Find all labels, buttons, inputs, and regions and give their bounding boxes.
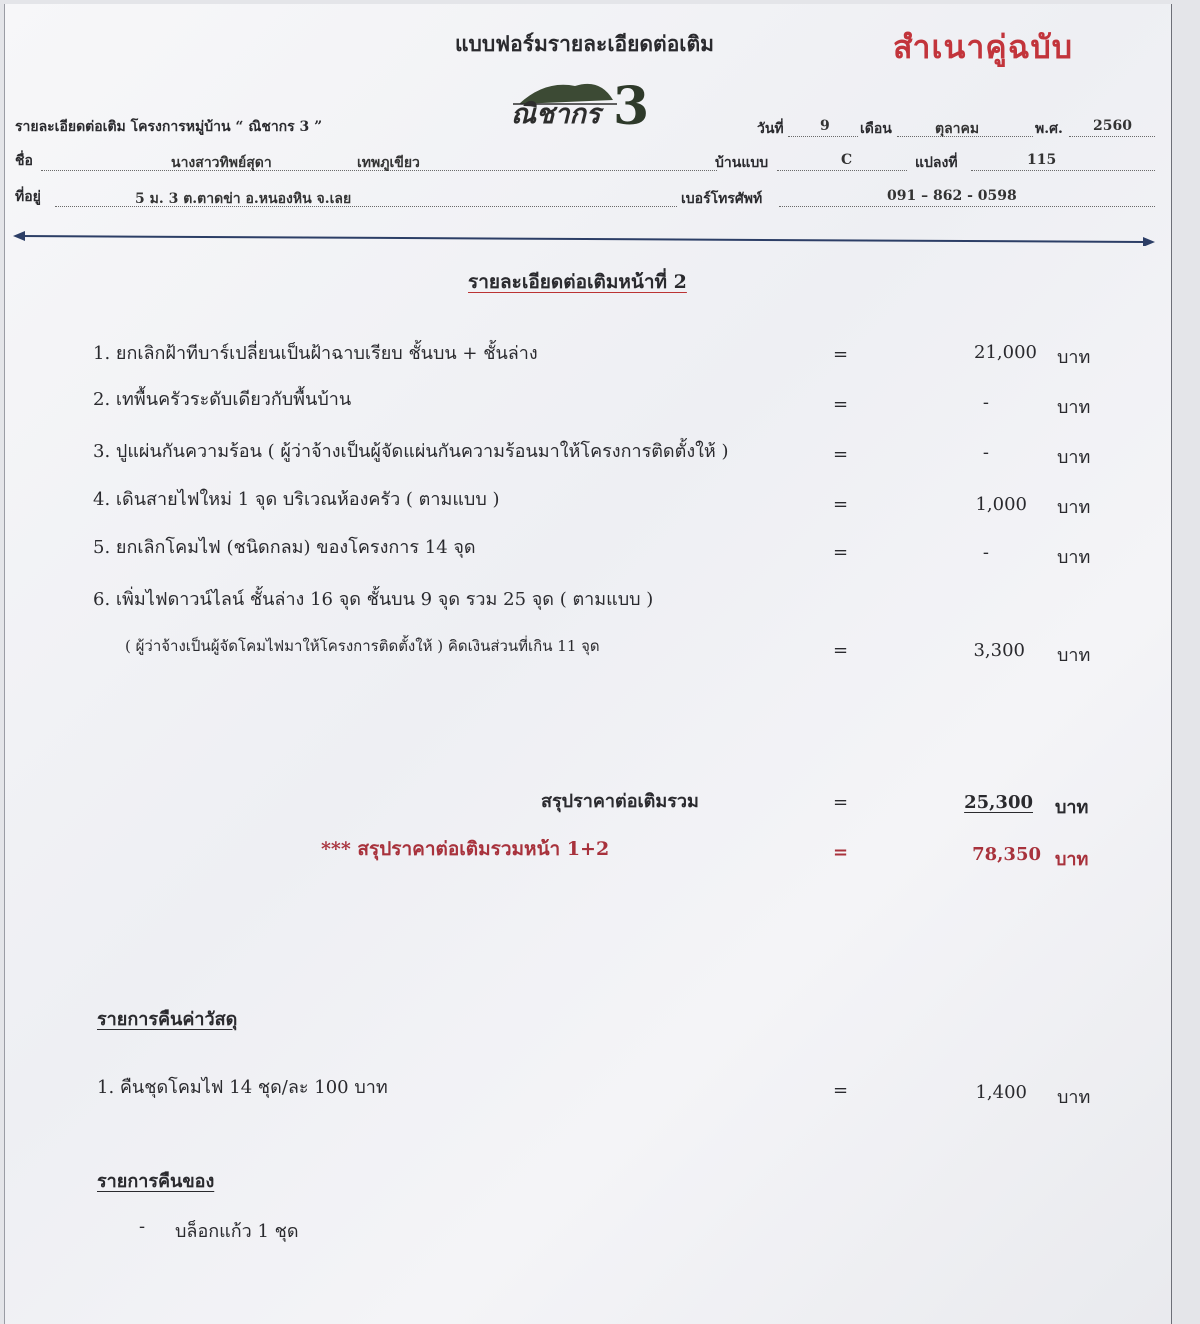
item-2-unit: บาท — [1057, 397, 1091, 418]
year-value: 2560 — [1093, 118, 1132, 134]
item-6-note: ( ผู้ว่าจ้างเป็นผู้จัดโคมไฟมาให้โครงการติดตั้งให้ ) คิดเงินส่วนที่เกิน 11 จุด — [125, 637, 600, 655]
item-5-amount: - — [982, 542, 989, 563]
item-1-amount: 21,000 — [974, 342, 1037, 363]
return-item-1-text: บล็อกแก้ว 1 ชุด — [175, 1221, 299, 1242]
date-day: 9 — [820, 118, 830, 134]
logo-text: ณิชากร — [511, 99, 601, 130]
item-3-amount: - — [982, 442, 989, 463]
item-2-amount: - — [982, 392, 989, 413]
refund-item-1-eq: = — [833, 1080, 849, 1101]
summary-label: สรุปราคาต่อเติมรวม — [541, 791, 699, 812]
item-6-eq: = — [833, 640, 849, 661]
item-1-unit: บาท — [1057, 347, 1091, 368]
total-label: *** สรุปราคาต่อเติมรวมหน้า 1+2 — [321, 838, 610, 860]
surname-value: เทพภูเขียว — [357, 155, 420, 171]
plot-label: แปลงที่ — [915, 155, 958, 171]
address-label: ที่อยู่ — [15, 189, 41, 205]
refund-item-1-amount: 1,400 — [975, 1082, 1027, 1103]
name-label: ชื่อ — [15, 153, 33, 169]
item-6-text: 6. เพิ่มไฟดาวน์ไลน์ ชั้นล่าง 16 จุด ชั้นบน 9 จุด รวม 25 จุด ( ตามแบบ ) — [93, 589, 654, 610]
item-4-unit: บาท — [1057, 497, 1091, 518]
date-label: วันที่ — [757, 121, 784, 137]
month-label: เดือน — [860, 121, 892, 137]
project-line: รายละเอียดต่อเติม โครงการหมู่บ้าน “ ณิชากร 3 ” — [15, 119, 323, 135]
summary-unit: บาท — [1055, 797, 1089, 818]
section-title: รายละเอียดต่อเติมหน้าที่ 2 — [468, 271, 687, 293]
item-6-unit: บาท — [1057, 645, 1091, 666]
item-2-text: 2. เทพื้นครัวระดับเดียวกับพื้นบ้าน — [93, 389, 352, 410]
logo-number: 3 — [613, 76, 650, 137]
summary-eq: = — [833, 792, 849, 813]
total-unit: บาท — [1055, 849, 1089, 870]
year-label: พ.ศ. — [1035, 121, 1063, 137]
item-3-text: 3. ปูแผ่นกันความร้อน ( ผู้ว่าจ้างเป็นผู้จัดแผ่นกันความร้อนมาให้โครงการติดตั้งให้ ) — [93, 441, 729, 462]
item-6-amount: 3,300 — [973, 640, 1025, 661]
summary-amount: 25,300 — [964, 792, 1033, 813]
item-1-text: 1. ยกเลิกฝ้าทีบาร์เปลี่ยนเป็นฝ้าฉาบเรียบ ชั้นบน + ชั้นล่าง — [93, 343, 538, 364]
phone-field — [779, 188, 1155, 207]
phone-value: 091 – 862 - 0598 — [887, 188, 1017, 204]
refund-item-1-unit: บาท — [1057, 1087, 1091, 1108]
form-page — [4, 4, 1172, 1324]
house-type-value: C — [841, 152, 853, 168]
project-logo — [505, 74, 665, 140]
name-field — [41, 152, 717, 171]
item-5-unit: บาท — [1057, 547, 1091, 568]
month-value: ตุลาคม — [935, 121, 980, 137]
refund-materials-title: รายการคืนค่าวัสดุ — [97, 1009, 238, 1030]
item-2-eq: = — [833, 394, 849, 415]
year-field — [1069, 118, 1155, 137]
item-5-eq: = — [833, 542, 849, 563]
month-field — [897, 118, 1033, 137]
total-amount: 78,350 — [972, 844, 1041, 865]
item-5-text: 5. ยกเลิกโคมไฟ (ชนิดกลม) ของโครงการ 14 จุด — [93, 537, 476, 558]
double-arrow-divider — [13, 230, 1155, 246]
return-item-1-dash: - — [139, 1216, 146, 1237]
form-title: แบบฟอร์มรายละเอียดต่อเติม — [455, 31, 714, 56]
name-value: นางสาวทิพย์สุดา — [171, 155, 272, 171]
phone-label: เบอร์โทรศัพท์ — [681, 191, 763, 207]
item-4-eq: = — [833, 494, 849, 515]
house-type-field — [777, 152, 907, 171]
item-3-eq: = — [833, 444, 849, 465]
address-field — [55, 188, 677, 207]
refund-item-1-text: 1. คืนชุดโคมไฟ 14 ชุด/ละ 100 บาท — [97, 1077, 388, 1098]
total-eq: = — [833, 842, 849, 863]
item-3-unit: บาท — [1057, 447, 1091, 468]
house-type-label: บ้านแบบ — [715, 155, 769, 171]
copy-stamp: สำเนาคู่ฉบับ — [893, 28, 1074, 66]
plot-value: 115 — [1027, 152, 1057, 168]
date-field — [788, 118, 858, 137]
item-4-amount: 1,000 — [975, 494, 1027, 515]
address-value: 5 ม. 3 ต.ตาดข่า อ.หนองหิน จ.เลย — [135, 191, 352, 207]
item-1-eq: = — [833, 344, 849, 365]
return-items-title: รายการคืนของ — [97, 1171, 215, 1192]
plot-field — [971, 152, 1155, 171]
item-4-text: 4. เดินสายไฟใหม่ 1 จุด บริเวณห้องครัว ( ตามแบบ ) — [93, 489, 500, 510]
